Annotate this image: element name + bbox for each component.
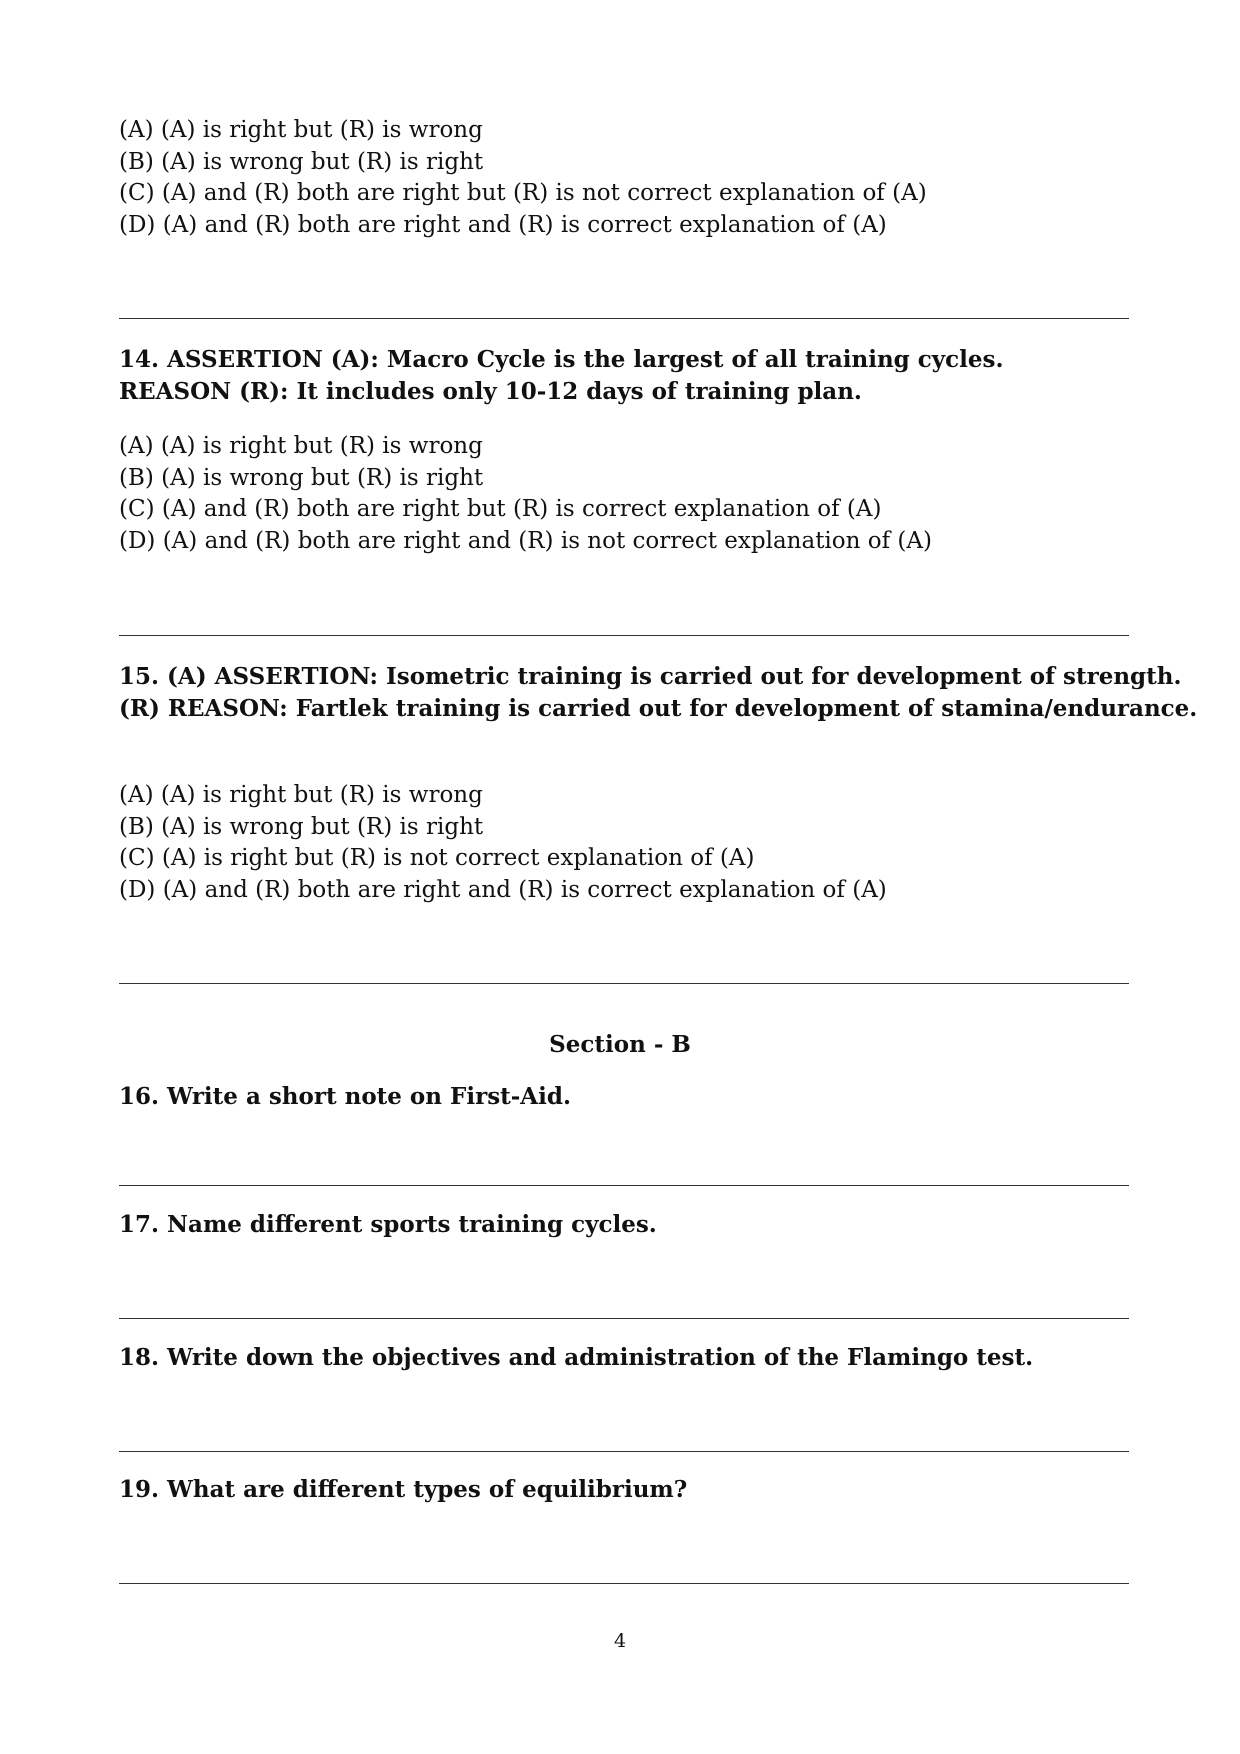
q19 [119,1474,1129,1506]
q14-assertion: 14. ASSERTION (A): Macro Cycle is the largest of all training cycles. [119,346,1004,373]
q18-text: 18. Write down the objectives and administration of the Flamingo test. [119,1344,1034,1371]
divider [119,983,1129,984]
q14-reason: REASON (R): It includes only 10-12 days of training plan. [119,377,862,405]
q15-assertion: 15. (A) ASSERTION: Isometric training is carried out for development of strength. [119,663,1182,690]
q16-text: 16. Write a short note on First-Aid. [119,1083,571,1110]
q13-option-b: (B) (A) is wrong but (R) is right [119,148,484,175]
q17-text: 17. Name different sports training cycles. [119,1211,657,1238]
q14-options [119,431,1129,557]
q15-option-a: (A) (A) is right but (R) is wrong [119,782,483,808]
divider [119,1583,1129,1584]
q15-option-b: (B) (A) is wrong but (R) is right [119,813,484,840]
q19-text: 19. What are different types of equilibrium? [119,1476,688,1503]
section-title: Section - B [549,1031,691,1058]
q15-option-d: (D) (A) and (R) both are right and (R) is correct explanation of (A) [119,876,887,903]
q15-options [119,780,1129,906]
divider [119,1318,1129,1319]
q15-reason: (R) REASON: Fartlek training is carried out for development of stamina/endurance. [119,694,1198,722]
q16 [119,1081,1129,1113]
q13-option-d: (D) (A) and (R) both are right and (R) is correct explanation of (A) [119,211,887,238]
q13-options [119,115,1129,241]
q15-stem [119,661,1198,724]
q14-stem [119,344,1129,407]
q14-option-b: (B) (A) is wrong but (R) is right [119,464,484,491]
q18 [119,1342,1129,1374]
divider [119,318,1129,319]
q13-option-a: (A) (A) is right but (R) is wrong [119,117,483,143]
page-number: 4 [613,1630,627,1652]
q15-option-c: (C) (A) is right but (R) is not correct explanation of (A) [119,845,755,871]
divider [119,1185,1129,1186]
divider [119,1451,1129,1452]
q14-option-c: (C) (A) and (R) both are right but (R) is correct explanation of (A) [119,496,882,522]
q14-option-d: (D) (A) and (R) both are right and (R) is not correct explanation of (A) [119,527,932,554]
q13-option-c: (C) (A) and (R) both are right but (R) is not correct explanation of (A) [119,180,927,206]
q17 [119,1209,1129,1241]
divider [119,635,1129,636]
q14-option-a: (A) (A) is right but (R) is wrong [119,433,483,459]
